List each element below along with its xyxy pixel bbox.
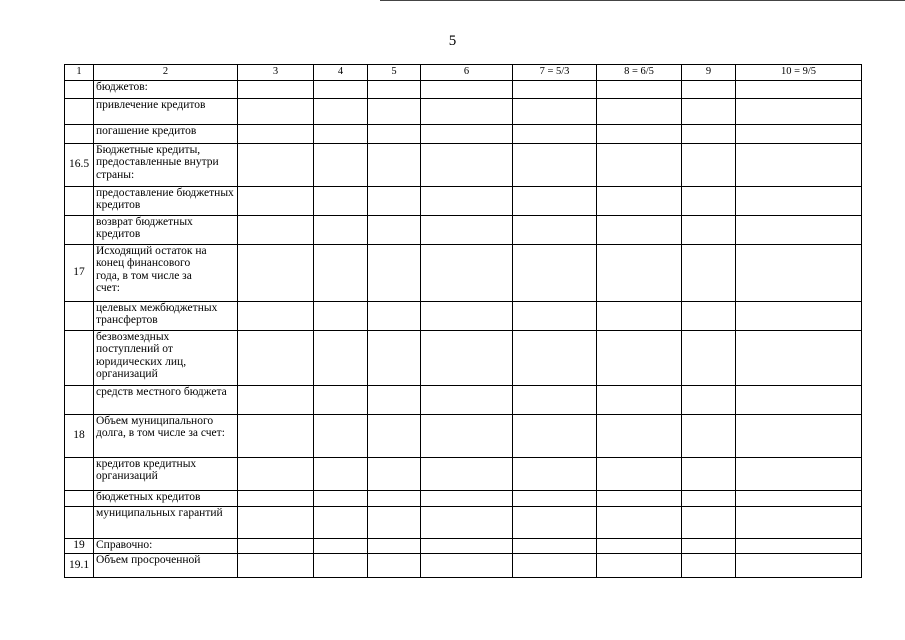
empty-cell (314, 414, 368, 457)
empty-cell (238, 457, 314, 490)
row-number (65, 80, 94, 98)
empty-cell (238, 80, 314, 98)
empty-cell (238, 98, 314, 124)
table-row (65, 553, 862, 577)
empty-cell (682, 186, 736, 215)
table-row (65, 414, 862, 457)
empty-cell (238, 538, 314, 553)
empty-cell (368, 457, 421, 490)
column-header: 9 (682, 65, 736, 81)
empty-cell (597, 124, 682, 143)
empty-cell (368, 414, 421, 457)
empty-cell (513, 385, 597, 414)
empty-cell (314, 330, 368, 385)
empty-cell (238, 124, 314, 143)
table-row (65, 143, 862, 186)
empty-cell (513, 506, 597, 538)
row-label (94, 143, 238, 186)
empty-cell (597, 538, 682, 553)
empty-cell (736, 98, 862, 124)
table-row (65, 124, 862, 143)
empty-cell (682, 385, 736, 414)
empty-cell (368, 98, 421, 124)
empty-cell (682, 506, 736, 538)
row-number (65, 124, 94, 143)
empty-cell (314, 506, 368, 538)
empty-cell (314, 457, 368, 490)
empty-cell (238, 186, 314, 215)
empty-cell (736, 143, 862, 186)
row-label-text: Исходящий остаток на конец финансового года, в том числе за счет: (96, 244, 207, 294)
row-label (94, 244, 238, 301)
empty-cell (736, 385, 862, 414)
row-number (65, 457, 94, 490)
empty-cell (314, 143, 368, 186)
empty-cell (736, 457, 862, 490)
empty-cell (597, 215, 682, 244)
empty-cell (597, 330, 682, 385)
row-label (94, 215, 238, 244)
empty-cell (238, 385, 314, 414)
row-label-text: бюджетов: (96, 80, 148, 93)
empty-cell (421, 186, 513, 215)
empty-cell (368, 143, 421, 186)
row-label-text: муниципальных гарантий (96, 506, 223, 519)
row-number: 19.1 (65, 553, 94, 577)
row-label (94, 506, 238, 538)
budget-table (64, 64, 862, 578)
empty-cell (682, 244, 736, 301)
row-number (65, 385, 94, 414)
empty-cell (597, 385, 682, 414)
column-header: 4 (314, 65, 368, 81)
empty-cell (736, 330, 862, 385)
empty-cell (314, 490, 368, 506)
table-row (65, 80, 862, 98)
table-row (65, 301, 862, 330)
row-label (94, 98, 238, 124)
row-label-text: Справочно: (96, 538, 153, 551)
empty-cell (314, 538, 368, 553)
empty-cell (736, 215, 862, 244)
empty-cell (368, 186, 421, 215)
column-header: 6 (421, 65, 513, 81)
empty-cell (597, 186, 682, 215)
table-row (65, 538, 862, 553)
row-label (94, 80, 238, 98)
table-row (65, 98, 862, 124)
empty-cell (682, 538, 736, 553)
row-label-text: бюджетных кредитов (96, 490, 201, 503)
empty-cell (682, 215, 736, 244)
empty-cell (314, 124, 368, 143)
empty-cell (368, 124, 421, 143)
table-row (65, 215, 862, 244)
column-header: 3 (238, 65, 314, 81)
empty-cell (314, 385, 368, 414)
empty-cell (513, 98, 597, 124)
empty-cell (238, 143, 314, 186)
empty-cell (597, 80, 682, 98)
empty-cell (238, 490, 314, 506)
column-header: 5 (368, 65, 421, 81)
row-number (65, 506, 94, 538)
empty-cell (238, 215, 314, 244)
row-label-text: целевых межбюджетных трансфертов (96, 301, 218, 326)
empty-cell (682, 490, 736, 506)
empty-cell (368, 506, 421, 538)
empty-cell (682, 330, 736, 385)
empty-cell (682, 80, 736, 98)
empty-cell (238, 553, 314, 577)
empty-cell (682, 553, 736, 577)
empty-cell (421, 244, 513, 301)
table-row (65, 506, 862, 538)
empty-cell (682, 301, 736, 330)
table-row (65, 186, 862, 215)
empty-cell (421, 98, 513, 124)
row-label-text: погашение кредитов (96, 124, 197, 137)
row-label-text: Объем просроченной (96, 553, 201, 566)
empty-cell (736, 506, 862, 538)
row-label-text: Бюджетные кредиты, предоставленные внутри страны: (96, 143, 219, 181)
empty-cell (314, 186, 368, 215)
empty-cell (597, 414, 682, 457)
empty-cell (368, 490, 421, 506)
row-label (94, 385, 238, 414)
row-label-text: Объем муниципального долга, в том числе за счет: (96, 414, 225, 439)
row-label-text: возврат бюджетных кредитов (96, 215, 193, 240)
row-label (94, 414, 238, 457)
row-number (65, 186, 94, 215)
empty-cell (238, 330, 314, 385)
row-label (94, 538, 238, 553)
empty-cell (238, 301, 314, 330)
empty-cell (421, 80, 513, 98)
empty-cell (682, 124, 736, 143)
row-label (94, 490, 238, 506)
empty-cell (736, 490, 862, 506)
row-label (94, 553, 238, 577)
empty-cell (368, 538, 421, 553)
empty-cell (314, 98, 368, 124)
empty-cell (736, 414, 862, 457)
empty-cell (597, 143, 682, 186)
top-border-line (380, 0, 905, 1)
empty-cell (513, 215, 597, 244)
row-number: 17 (65, 244, 94, 301)
row-number: 19 (65, 538, 94, 553)
empty-cell (513, 301, 597, 330)
empty-cell (421, 490, 513, 506)
column-header: 10 = 9/5 (736, 65, 862, 81)
table-row (65, 244, 862, 301)
empty-cell (736, 301, 862, 330)
empty-cell (736, 553, 862, 577)
empty-cell (513, 538, 597, 553)
empty-cell (513, 244, 597, 301)
empty-cell (597, 301, 682, 330)
table-row (65, 330, 862, 385)
empty-cell (513, 553, 597, 577)
empty-cell (421, 506, 513, 538)
empty-cell (238, 244, 314, 301)
empty-cell (513, 330, 597, 385)
empty-cell (421, 414, 513, 457)
empty-cell (736, 538, 862, 553)
row-label-text: кредитов кредитных организаций (96, 457, 197, 482)
row-number (65, 98, 94, 124)
empty-cell (368, 385, 421, 414)
empty-cell (421, 330, 513, 385)
empty-cell (421, 301, 513, 330)
empty-cell (682, 98, 736, 124)
row-label (94, 124, 238, 143)
column-header: 7 = 5/3 (513, 65, 597, 81)
row-label (94, 186, 238, 215)
row-number (65, 490, 94, 506)
row-label-text: предоставление бюджетных кредитов (96, 186, 234, 211)
empty-cell (314, 301, 368, 330)
empty-cell (597, 490, 682, 506)
column-header: 2 (94, 65, 238, 81)
empty-cell (513, 186, 597, 215)
empty-cell (513, 80, 597, 98)
empty-cell (314, 80, 368, 98)
empty-cell (597, 98, 682, 124)
empty-cell (682, 457, 736, 490)
empty-cell (421, 215, 513, 244)
row-label (94, 457, 238, 490)
page-number: 5 (448, 33, 457, 49)
row-number (65, 301, 94, 330)
empty-cell (368, 215, 421, 244)
row-number: 18 (65, 414, 94, 457)
empty-cell (736, 80, 862, 98)
row-number (65, 215, 94, 244)
table-row (65, 385, 862, 414)
table-row (65, 490, 862, 506)
empty-cell (314, 244, 368, 301)
empty-cell (682, 143, 736, 186)
empty-cell (421, 538, 513, 553)
row-label-text: безвозмездных поступлений от юридических лиц, организаций (96, 330, 187, 380)
empty-cell (421, 143, 513, 186)
row-label (94, 330, 238, 385)
column-header: 1 (65, 65, 94, 81)
row-label-text: средств местного бюджета (96, 385, 227, 398)
empty-cell (513, 414, 597, 457)
empty-cell (421, 385, 513, 414)
empty-cell (597, 553, 682, 577)
empty-cell (421, 457, 513, 490)
empty-cell (597, 244, 682, 301)
empty-cell (368, 80, 421, 98)
empty-cell (513, 124, 597, 143)
row-number: 16.5 (65, 143, 94, 186)
empty-cell (736, 244, 862, 301)
row-label (94, 301, 238, 330)
header-row (65, 65, 862, 81)
empty-cell (238, 506, 314, 538)
empty-cell (421, 553, 513, 577)
column-header: 8 = 6/5 (597, 65, 682, 81)
empty-cell (513, 457, 597, 490)
empty-cell (597, 457, 682, 490)
empty-cell (368, 301, 421, 330)
empty-cell (736, 124, 862, 143)
empty-cell (421, 124, 513, 143)
row-label-text: привлечение кредитов (96, 98, 206, 111)
empty-cell (682, 414, 736, 457)
row-number (65, 330, 94, 385)
empty-cell (513, 490, 597, 506)
empty-cell (314, 215, 368, 244)
empty-cell (513, 143, 597, 186)
empty-cell (597, 506, 682, 538)
table-row (65, 457, 862, 490)
empty-cell (368, 244, 421, 301)
empty-cell (736, 186, 862, 215)
empty-cell (314, 553, 368, 577)
empty-cell (238, 414, 314, 457)
empty-cell (368, 553, 421, 577)
empty-cell (368, 330, 421, 385)
